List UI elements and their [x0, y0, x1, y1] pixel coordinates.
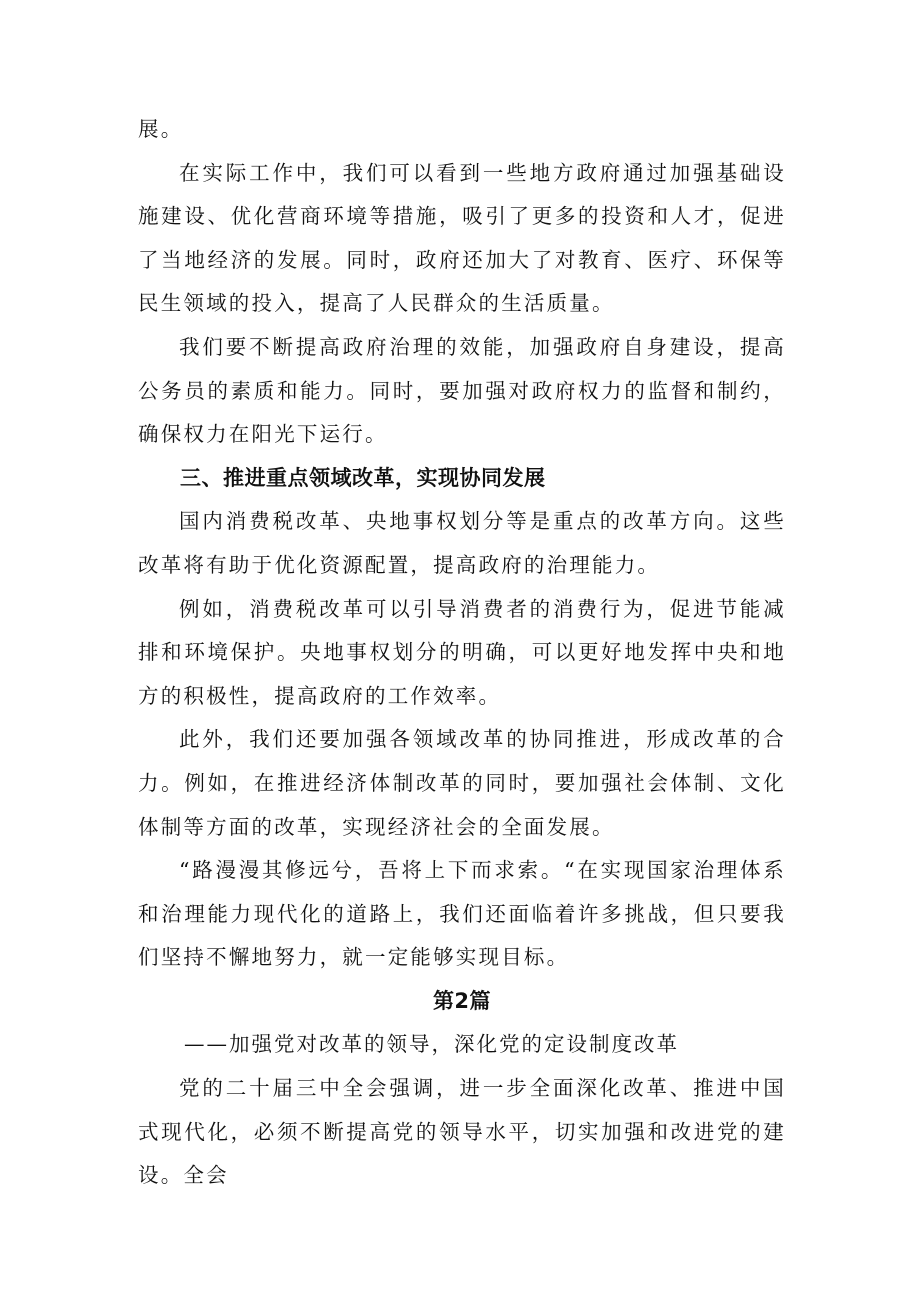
- paragraph: 例如，消费税改革可以引导消费者的消费行为，促进节能减排和环境保护。央地事权划分的明确，可以更好地发挥中央和地方的积极性，提高政府的工作效率。: [138, 596, 786, 708]
- paragraph: 国内消费税改革、央地事权划分等是重点的改革方向。这些改革将有助于优化资源配置，提高政府的治理能力。: [138, 509, 786, 577]
- paragraph-quote: “路漫漫其修远兮，吾将上下而求索。“在实现国家治理体系和治理能力现代化的道路上，我们还面临着许多挑战，但只要我们坚持不懈地努力，就一定能够实现目标。: [138, 858, 786, 970]
- article-subtitle: ——加强党对改革的领导，深化党的定设制度改革: [184, 1032, 679, 1057]
- section-heading: 三、推进重点领域改革，实现协同发展: [180, 465, 546, 490]
- document-body: [138, 108, 786, 1198]
- paragraph: 党的二十届三中全会强调，进一步全面深化改革、推进中国式现代化，必须不断提高党的领导水平，切实加强和改进党的建设。全会: [138, 1076, 786, 1188]
- paragraph-continuation: 展。: [138, 117, 184, 141]
- paragraph: 此外，我们还要加强各领域改革的协同推进，形成改革的合力。例如，在推进经济体制改革的同时，要加强社会体制、文化体制等方面的改革，实现经济社会的全面发展。: [138, 727, 786, 839]
- paragraph: 在实际工作中，我们可以看到一些地方政府通过加强基础设施建设、优化营商环境等措施，吸引了更多的投资和人才，促进了当地经济的发展。同时，政府还加大了对教育、医疗、环保等民生领域的投入，提高了人民群众的生活质量。: [138, 160, 786, 316]
- paragraph: 我们要不断提高政府治理的效能，加强政府自身建设，提高公务员的素质和能力。同时，要加强对政府权力的监督和制约，确保权力在阳光下运行。: [138, 334, 786, 447]
- article-title: 第2篇: [432, 988, 492, 1013]
